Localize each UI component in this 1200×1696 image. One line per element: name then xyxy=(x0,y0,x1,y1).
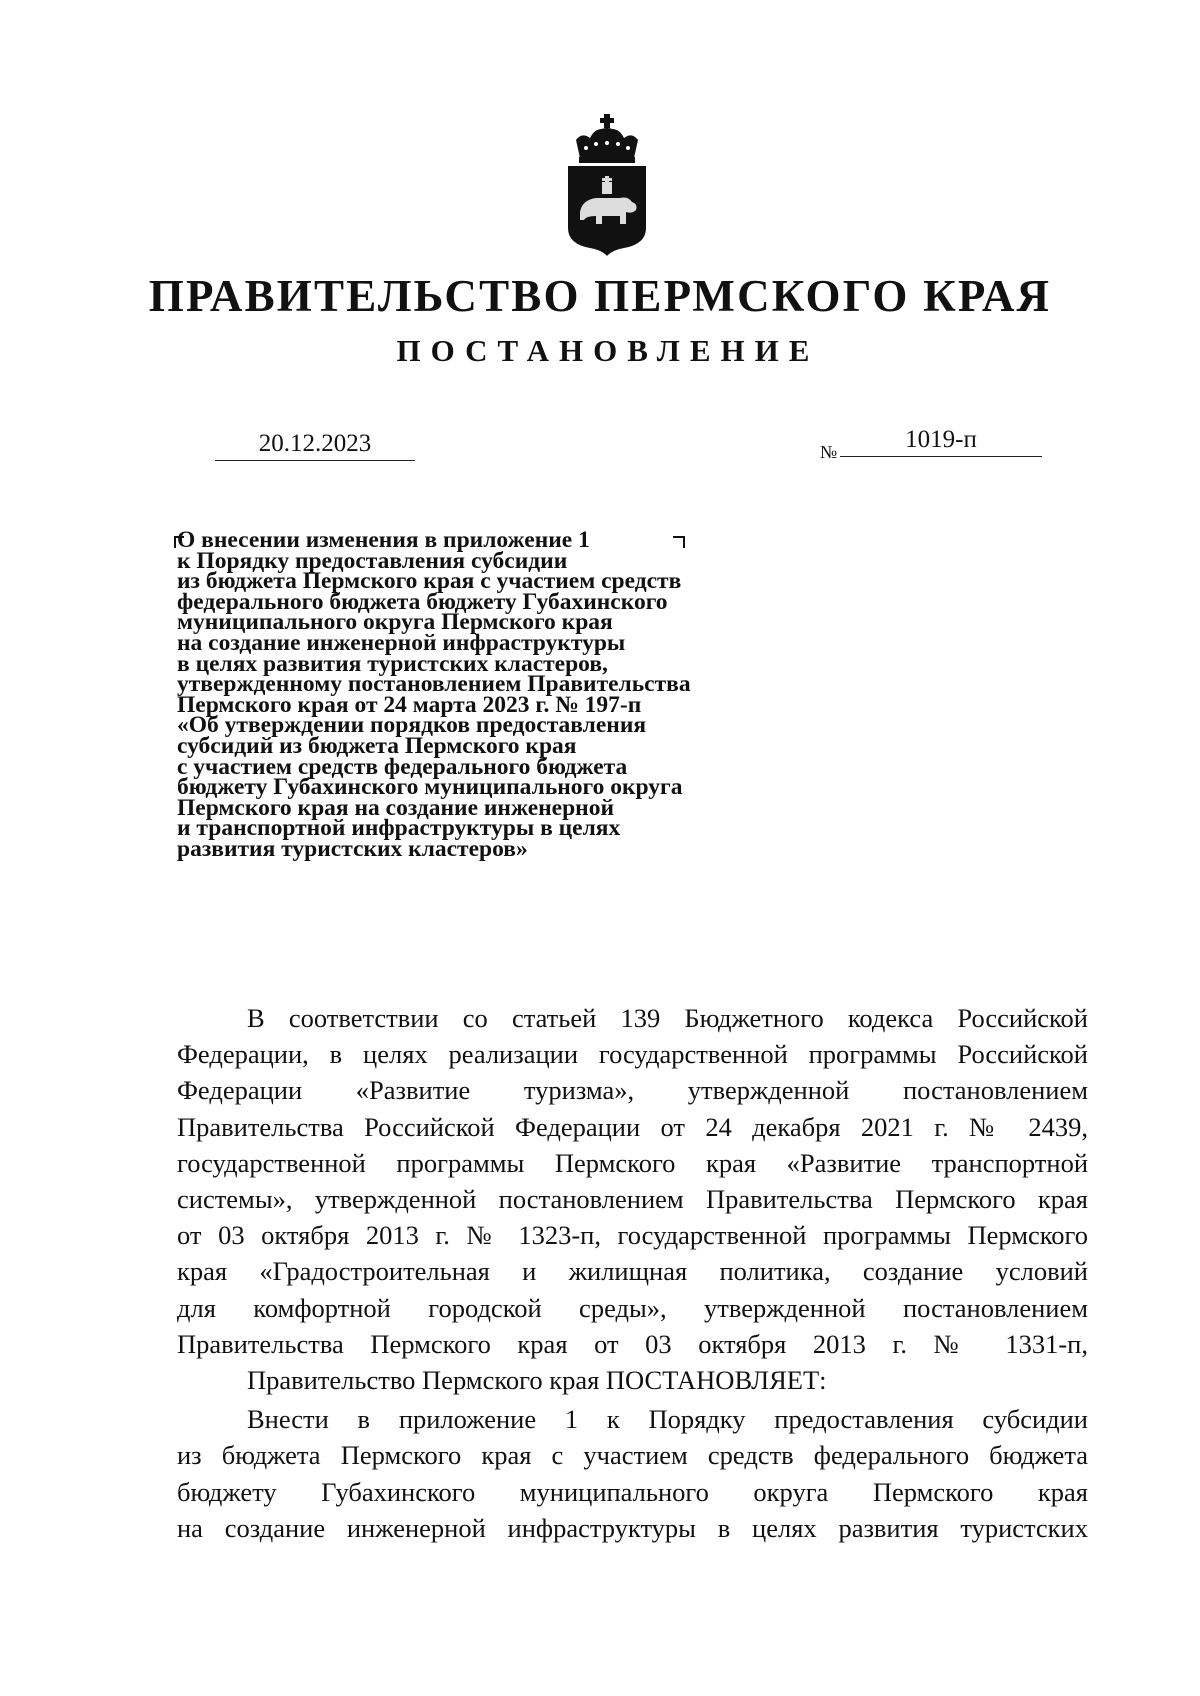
body-line: государственной программы Пермского края «Развитие транспортной xyxy=(177,1147,1088,1178)
body-line: Правительства Российской Федерации от 24 декабря 2021 г. № 2439, xyxy=(177,1111,1088,1142)
organization-title: ПРАВИТЕЛЬСТВО ПЕРМСКОГО КРАЯ xyxy=(148,271,1052,321)
body-line: системы», утвержденной постановлением Правительства Пермского края xyxy=(177,1184,1088,1215)
body-line: В соответствии со статьей 139 Бюджетного кодекса Российской xyxy=(247,1003,1088,1033)
body-line: края «Градостроительная и жилищная политика, создание условий xyxy=(177,1256,1088,1287)
subject-line: бюджету Губахинского муниципального округа xyxy=(177,774,683,801)
number-sign: № xyxy=(820,442,838,462)
document-body xyxy=(177,1000,1088,1546)
subject-line: Пермского края на создание инженерной xyxy=(177,794,614,821)
subject-line: и транспортной инфраструктуры в целях xyxy=(177,815,621,842)
body-line: Федерации «Развитие туризма», утвержденной постановлением xyxy=(177,1075,1088,1106)
document-type-title: ПОСТАНОВЛЕНИЕ xyxy=(396,333,820,368)
subject-line: федерального бюджета бюджету Губахинского xyxy=(177,588,668,615)
document-subject xyxy=(177,527,817,862)
coat-of-arms-emblem xyxy=(562,110,652,260)
subject-line: субсидий из бюджета Пермского края xyxy=(177,732,577,759)
subject-line: Пермского края от 24 марта 2023 г. № 197-п xyxy=(177,691,642,718)
body-line: Правительства Пермского края от 03 октября 2013 г. № 1331-п, xyxy=(177,1328,1088,1359)
subject-line: утвержденному постановлением Правительства xyxy=(177,671,691,698)
document-number: 1019-п xyxy=(840,424,1042,457)
body-line: для комфортной городской среды», утвержденной постановлением xyxy=(177,1292,1088,1323)
subject-line: «Об утверждении порядков предоставления xyxy=(177,712,647,739)
body-line: Федерации, в целях реализации государственной программы Российской xyxy=(177,1039,1088,1070)
subject-line: муниципального округа Пермского края xyxy=(177,609,613,636)
document-date: 20.12.2023 xyxy=(215,428,415,461)
subject-line: к Порядку предоставления субсидии xyxy=(177,547,568,574)
subject-line: из бюджета Пермского края с участием средств xyxy=(177,568,682,595)
body-line: бюджету Губахинского муниципального округа Пермского края xyxy=(177,1476,1088,1507)
body-line: Внести в приложение 1 к Порядку предоставления субсидии xyxy=(247,1404,1088,1435)
body-line: на создание инженерной инфраструктуры в целях развития туристских xyxy=(177,1512,1088,1543)
subject-line: О внесении изменения в приложение 1 xyxy=(177,527,590,553)
subject-line: в целях развития туристских кластеров, xyxy=(177,650,608,677)
subject-line: развития туристских кластеров» xyxy=(177,835,528,862)
subject-line: с участием средств федерального бюджета xyxy=(177,753,628,780)
body-line: от 03 октября 2013 г. № 1323-п, государственной программы Пермского xyxy=(177,1220,1088,1251)
subject-line: на создание инженерной инфраструктуры xyxy=(177,629,626,656)
body-line: из бюджета Пермского края с участием средств федерального бюджета xyxy=(177,1440,1088,1471)
resolution-line: Правительство Пермского края ПОСТАНОВЛЯЕТ: xyxy=(247,1365,827,1396)
